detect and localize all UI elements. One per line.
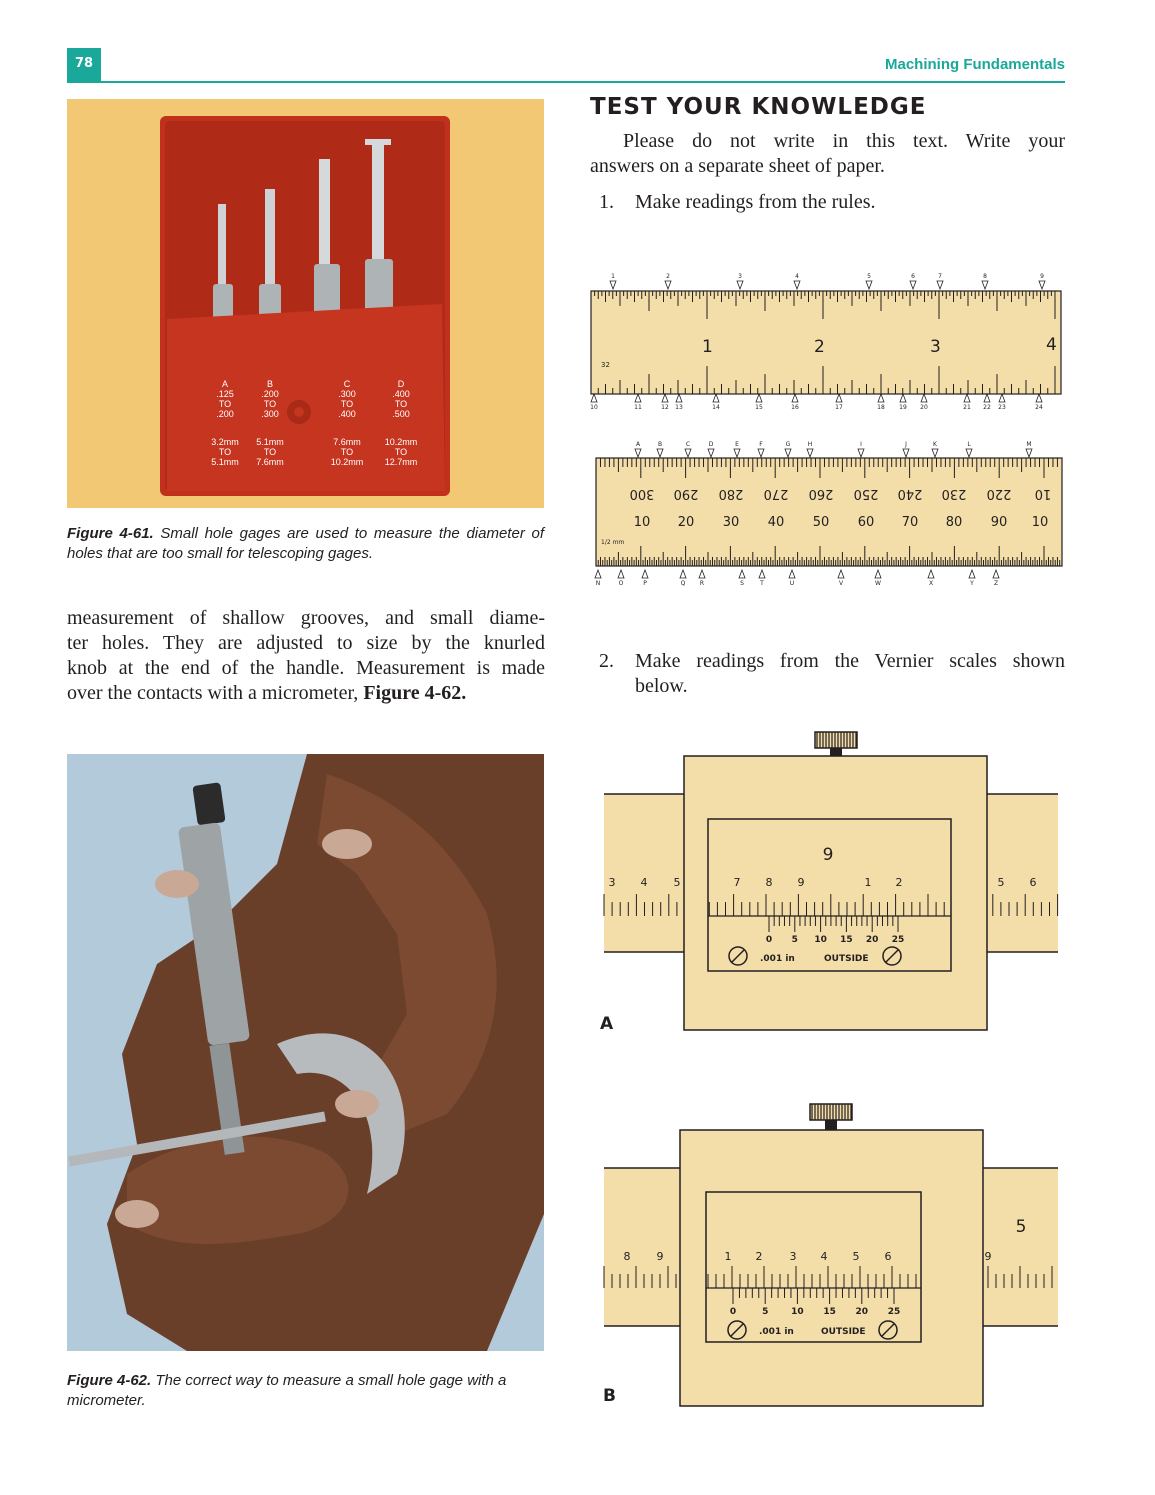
- rule-2-figure: [588, 440, 1064, 590]
- question-1-text: Make readings from the rules.: [635, 191, 876, 213]
- svg-text:2: 2: [666, 273, 670, 280]
- svg-text:24: 24: [1035, 404, 1043, 411]
- svg-text:X: X: [928, 580, 934, 587]
- rule-2-body: [596, 458, 1062, 566]
- svg-text:9: 9: [1040, 273, 1044, 280]
- rule-1-bottom-marker-18: [877, 394, 885, 411]
- rule-1-bottom-marker-16: [791, 394, 799, 411]
- figure-61-photo: [67, 99, 544, 508]
- figure-61-caption-label: Figure 4-61.: [67, 525, 154, 542]
- svg-text:17: 17: [835, 404, 843, 411]
- va-main-number: 9: [797, 876, 805, 889]
- rule-1-bottom-marker-13: [675, 394, 683, 411]
- header-rule: [67, 81, 1065, 83]
- vernier-b-knob: [810, 1104, 852, 1130]
- svg-text:M: M: [1026, 441, 1032, 448]
- svg-text:14: 14: [712, 404, 720, 411]
- gage-label-a: A .125 TO .200 3.2mm TO 5.1mm: [211, 379, 239, 467]
- figure-62-reference: Figure 4-62.: [363, 682, 467, 704]
- rule-1-bottom-marker-19: [899, 394, 907, 411]
- rule-2-top-markers: [635, 441, 1032, 457]
- figure-61-caption-text: Small hole gages are used to measure the diameter of holes that are too small for telescoping gages.: [67, 525, 544, 562]
- gage-label-grid: [207, 379, 447, 489]
- body-line-2: ter holes. They are adjusted to size by the knurled: [67, 632, 545, 654]
- svg-text:G: G: [785, 441, 791, 448]
- svg-text:H: H: [807, 441, 813, 448]
- rule-2-top-marker-L: [966, 441, 972, 457]
- svg-text:22: 22: [983, 404, 991, 411]
- svg-text:Q: Q: [680, 580, 686, 587]
- svg-text:F: F: [759, 441, 763, 448]
- svg-text:7: 7: [938, 273, 942, 280]
- rule-2-top-marker-A: [635, 441, 641, 457]
- vernier-a-knob: [815, 732, 857, 756]
- rule-2-bottom-markers: [595, 570, 999, 587]
- rule-2-bottom-marker-N: [595, 570, 601, 587]
- vernier-a-mode: OUTSIDE: [824, 954, 869, 964]
- rule-2-bottom-marker-R: [699, 570, 705, 587]
- question-2-number: 2.: [599, 650, 614, 672]
- question-2-text-line-1: Make readings from the Vernier scales shown: [635, 650, 1065, 672]
- gage-label-b: B .200 TO .300 5.1mm TO 7.6mm: [256, 379, 284, 467]
- rule-2-bottom-marker-Y: [969, 570, 975, 587]
- svg-text:16: 16: [791, 404, 799, 411]
- rule-2-lower-number: 10: [1031, 515, 1049, 530]
- vb-vernier-number: 25: [887, 1307, 901, 1317]
- va-main-number: 4: [640, 876, 648, 889]
- svg-text:8: 8: [983, 273, 987, 280]
- section-heading: TEST YOUR KNOWLEDGE: [590, 94, 927, 120]
- rule-2-top-marker-I: [858, 441, 864, 457]
- vb-main-number: 5: [852, 1250, 860, 1263]
- rule-1-top-marker-1: [610, 273, 616, 289]
- svg-text:21: 21: [963, 404, 971, 411]
- svg-text:T: T: [760, 580, 764, 587]
- rule-2-upper-number: 300: [629, 486, 655, 501]
- gage-label-d: D .400 TO .500 10.2mm TO 12.7mm: [384, 379, 418, 467]
- question-2: [599, 649, 1065, 699]
- rule-2-lower-number: 30: [722, 515, 740, 530]
- body-line-3: knob at the end of the handle. Measurement is made: [67, 657, 545, 679]
- va-vernier-number: 25: [891, 935, 905, 945]
- rule-1-bottom-markers: [590, 394, 1043, 411]
- rule-2-bottom-marker-Z: [993, 570, 999, 587]
- rule-2-upper-number: 240: [897, 486, 923, 501]
- rule-1-bottom-marker-17: [835, 394, 843, 411]
- vb-vernier-number: 0: [729, 1307, 737, 1317]
- svg-text:O: O: [618, 580, 624, 587]
- rule-2-lower-number: 60: [857, 515, 875, 530]
- vernier-b-unit: .001 in: [759, 1327, 794, 1337]
- rule-2-lower-number: 50: [812, 515, 830, 530]
- svg-text:4: 4: [795, 273, 799, 280]
- running-head: Machining Fundamentals: [884, 56, 1065, 73]
- svg-text:3: 3: [738, 273, 742, 280]
- svg-text:D: D: [708, 441, 714, 448]
- svg-text:R: R: [699, 580, 705, 587]
- vb-vernier-number: 15: [823, 1307, 836, 1317]
- svg-text:20: 20: [920, 404, 928, 411]
- test-intro-line-1: Please do not write in this text. Write your: [623, 130, 1065, 152]
- question-1-number: 1.: [599, 191, 614, 213]
- rule-2-upper-number: 10: [1034, 486, 1052, 501]
- figure-62-caption: [67, 1371, 544, 1411]
- rule-2-bottom-marker-S: [739, 570, 745, 587]
- rule-1-top-marker-2: [665, 273, 671, 289]
- vb-main-number: 1: [724, 1250, 732, 1263]
- vernier-b-window: [706, 1192, 921, 1342]
- body-line-4: over the contacts with a micrometer, Figure 4-62.: [67, 682, 467, 704]
- vernier-b-big-number: 5: [1015, 1217, 1027, 1237]
- svg-text:B: B: [657, 441, 663, 448]
- vernier-a-figure: [596, 726, 1066, 1046]
- rule-1-top-marker-5: [866, 273, 872, 289]
- figure-61-caption: [67, 524, 544, 564]
- svg-text:L: L: [967, 441, 971, 448]
- va-main-number: 5: [997, 876, 1005, 889]
- rule-1-bottom-marker-22: [983, 394, 991, 411]
- page-number: 78: [67, 48, 101, 82]
- svg-text:K: K: [933, 441, 937, 448]
- svg-text:A: A: [635, 441, 641, 448]
- vb-main-number: 6: [884, 1250, 892, 1263]
- svg-text:23: 23: [998, 404, 1006, 411]
- rule-2-top-marker-M: [1026, 441, 1032, 457]
- rule-1-top-marker-8: [982, 273, 988, 289]
- vernier-b-label: B: [603, 1386, 616, 1406]
- vb-main-number: 9: [656, 1250, 664, 1263]
- svg-text:J: J: [905, 441, 907, 448]
- svg-text:N: N: [595, 580, 601, 587]
- rule-2-upper-number: 230: [941, 486, 967, 501]
- rule-2-bottom-marker-P: [642, 570, 648, 587]
- svg-text:W: W: [875, 580, 881, 587]
- rule-1-bottom-marker-14: [712, 394, 720, 411]
- vb-main-number: 9: [984, 1250, 992, 1263]
- svg-text:U: U: [789, 580, 795, 587]
- rule-2-top-marker-F: [758, 441, 764, 457]
- rule-2-bottom-marker-U: [789, 570, 795, 587]
- vb-vernier-number: 5: [762, 1307, 769, 1317]
- rule-1-top-marker-6: [910, 273, 916, 289]
- figure-62-caption-text: The correct way to measure a small hole gage with a micrometer.: [67, 1372, 507, 1409]
- rule-2-lower-number: 20: [677, 515, 695, 530]
- question-2-text-line-2: below.: [635, 675, 688, 697]
- rule-1-inch-1: 1: [702, 337, 713, 357]
- question-1: [599, 190, 1065, 215]
- rule-2-top-marker-C: [685, 441, 691, 457]
- rule-2-lower-number: 40: [767, 515, 785, 530]
- rule-1-figure: [588, 270, 1064, 420]
- vb-main-number: 8: [623, 1250, 631, 1263]
- rule-2-lower-number: 70: [901, 515, 919, 530]
- rule-2-bottom-marker-T: [759, 570, 765, 587]
- va-main-number: 2: [895, 876, 903, 889]
- svg-text:C: C: [685, 441, 691, 448]
- gage-label-c: C .300 TO .400 7.6mm TO 10.2mm: [330, 379, 364, 467]
- svg-text:Y: Y: [970, 580, 974, 587]
- vb-vernier-number: 10: [791, 1307, 804, 1317]
- rule-2-bottom-marker-O: [618, 570, 624, 587]
- rule-1-top-marker-4: [794, 273, 800, 289]
- svg-text:S: S: [740, 580, 744, 587]
- figure-62-photo: [67, 754, 544, 1351]
- rule-2-lower-number: 10: [633, 515, 651, 530]
- rule-2-top-marker-H: [807, 441, 813, 457]
- svg-text:13: 13: [675, 404, 683, 411]
- svg-text:6: 6: [911, 273, 915, 280]
- va-vernier-number: 10: [814, 935, 827, 945]
- rule-2-upper-number: 260: [808, 486, 834, 501]
- svg-text:1: 1: [611, 273, 615, 280]
- va-vernier-number: 0: [765, 935, 773, 945]
- rule-1-bottom-marker-12: [661, 394, 669, 411]
- vernier-a-window: [708, 819, 951, 971]
- svg-text:11: 11: [634, 404, 642, 411]
- rule-1-bottom-marker-15: [755, 394, 763, 411]
- rule-2-lower-number: 90: [990, 515, 1008, 530]
- rule-2-bottom-marker-W: [875, 570, 881, 587]
- rule-1-bottom-marker-23: [998, 394, 1006, 411]
- va-vernier-number: 20: [865, 935, 879, 945]
- rule-1-bottom-marker-21: [963, 394, 971, 411]
- rule-1-bottom-marker-24: [1035, 394, 1043, 411]
- svg-text:12: 12: [661, 404, 669, 411]
- svg-text:V: V: [838, 580, 844, 587]
- svg-text:P: P: [643, 580, 647, 587]
- vernier-a-label: A: [600, 1014, 614, 1034]
- rule-1-scale-label: 32: [601, 361, 610, 369]
- rule-2-bottom-marker-X: [928, 570, 934, 587]
- svg-text:10: 10: [590, 404, 598, 411]
- rule-1-top-marker-3: [737, 273, 743, 289]
- va-main-number: 1: [864, 876, 872, 889]
- rule-2-upper-number: 220: [986, 486, 1012, 501]
- svg-text:18: 18: [877, 404, 885, 411]
- va-vernier-number: 15: [840, 935, 853, 945]
- body-paragraph: [67, 606, 545, 706]
- rule-2-top-marker-B: [657, 441, 663, 457]
- svg-text:E: E: [735, 441, 739, 448]
- rule-1-body: [591, 291, 1061, 394]
- rule-2-top-marker-J: [903, 441, 909, 457]
- va-main-number: 7: [733, 876, 741, 889]
- rule-1-top-marker-7: [937, 273, 943, 289]
- rule-1-bottom-marker-10: [590, 394, 598, 411]
- rule-2-top-marker-E: [734, 441, 740, 457]
- rule-2-top-marker-G: [785, 441, 791, 457]
- rule-2-top-marker-K: [932, 441, 938, 457]
- rule-1-inch-4: 4: [1046, 335, 1057, 355]
- rule-1-bottom-marker-11: [634, 394, 642, 411]
- rule-2-upper-number: 280: [718, 486, 744, 501]
- vb-vernier-number: 20: [855, 1307, 869, 1317]
- vb-main-number: 2: [755, 1250, 763, 1263]
- va-main-number: 5: [673, 876, 681, 889]
- rule-2-scale-label: 1/2 mm: [601, 539, 625, 546]
- rule-2-upper-number: 270: [763, 486, 789, 501]
- rule-1-inch-3: 3: [930, 337, 941, 357]
- rule-1-inch-2: 2: [814, 337, 825, 357]
- rule-1-top-marker-9: [1039, 273, 1045, 289]
- rule-2-upper-number: 290: [673, 486, 699, 501]
- body-line-1: measurement of shallow grooves, and small diame-: [67, 607, 545, 629]
- rule-2-top-marker-D: [708, 441, 714, 457]
- svg-text:I: I: [860, 441, 862, 448]
- svg-text:19: 19: [899, 404, 907, 411]
- test-intro-line-2: answers on a separate sheet of paper.: [590, 155, 885, 177]
- vb-main-number: 4: [820, 1250, 828, 1263]
- vb-main-number: 3: [789, 1250, 797, 1263]
- va-main-number: 6: [1029, 876, 1037, 889]
- rule-2-bottom-marker-Q: [680, 570, 686, 587]
- vernier-b-figure: [596, 1100, 1066, 1410]
- svg-text:Z: Z: [993, 580, 999, 587]
- figure-62-caption-label: Figure 4-62.: [67, 1372, 152, 1389]
- svg-text:5: 5: [867, 273, 871, 280]
- rule-2-lower-number: 80: [945, 515, 963, 530]
- rule-1-bottom-marker-20: [920, 394, 928, 411]
- vernier-b-mode: OUTSIDE: [821, 1327, 866, 1337]
- rule-2-bottom-marker-V: [838, 570, 844, 587]
- vernier-a-unit: .001 in: [760, 954, 795, 964]
- vernier-a-big-number: 9: [822, 845, 834, 865]
- test-intro: [590, 129, 1065, 179]
- svg-text:15: 15: [755, 404, 763, 411]
- va-main-number: 3: [608, 876, 616, 889]
- va-vernier-number: 5: [791, 935, 798, 945]
- rule-2-upper-number: 250: [853, 486, 879, 501]
- va-main-number: 8: [765, 876, 773, 889]
- rule-1-top-markers: [610, 273, 1045, 289]
